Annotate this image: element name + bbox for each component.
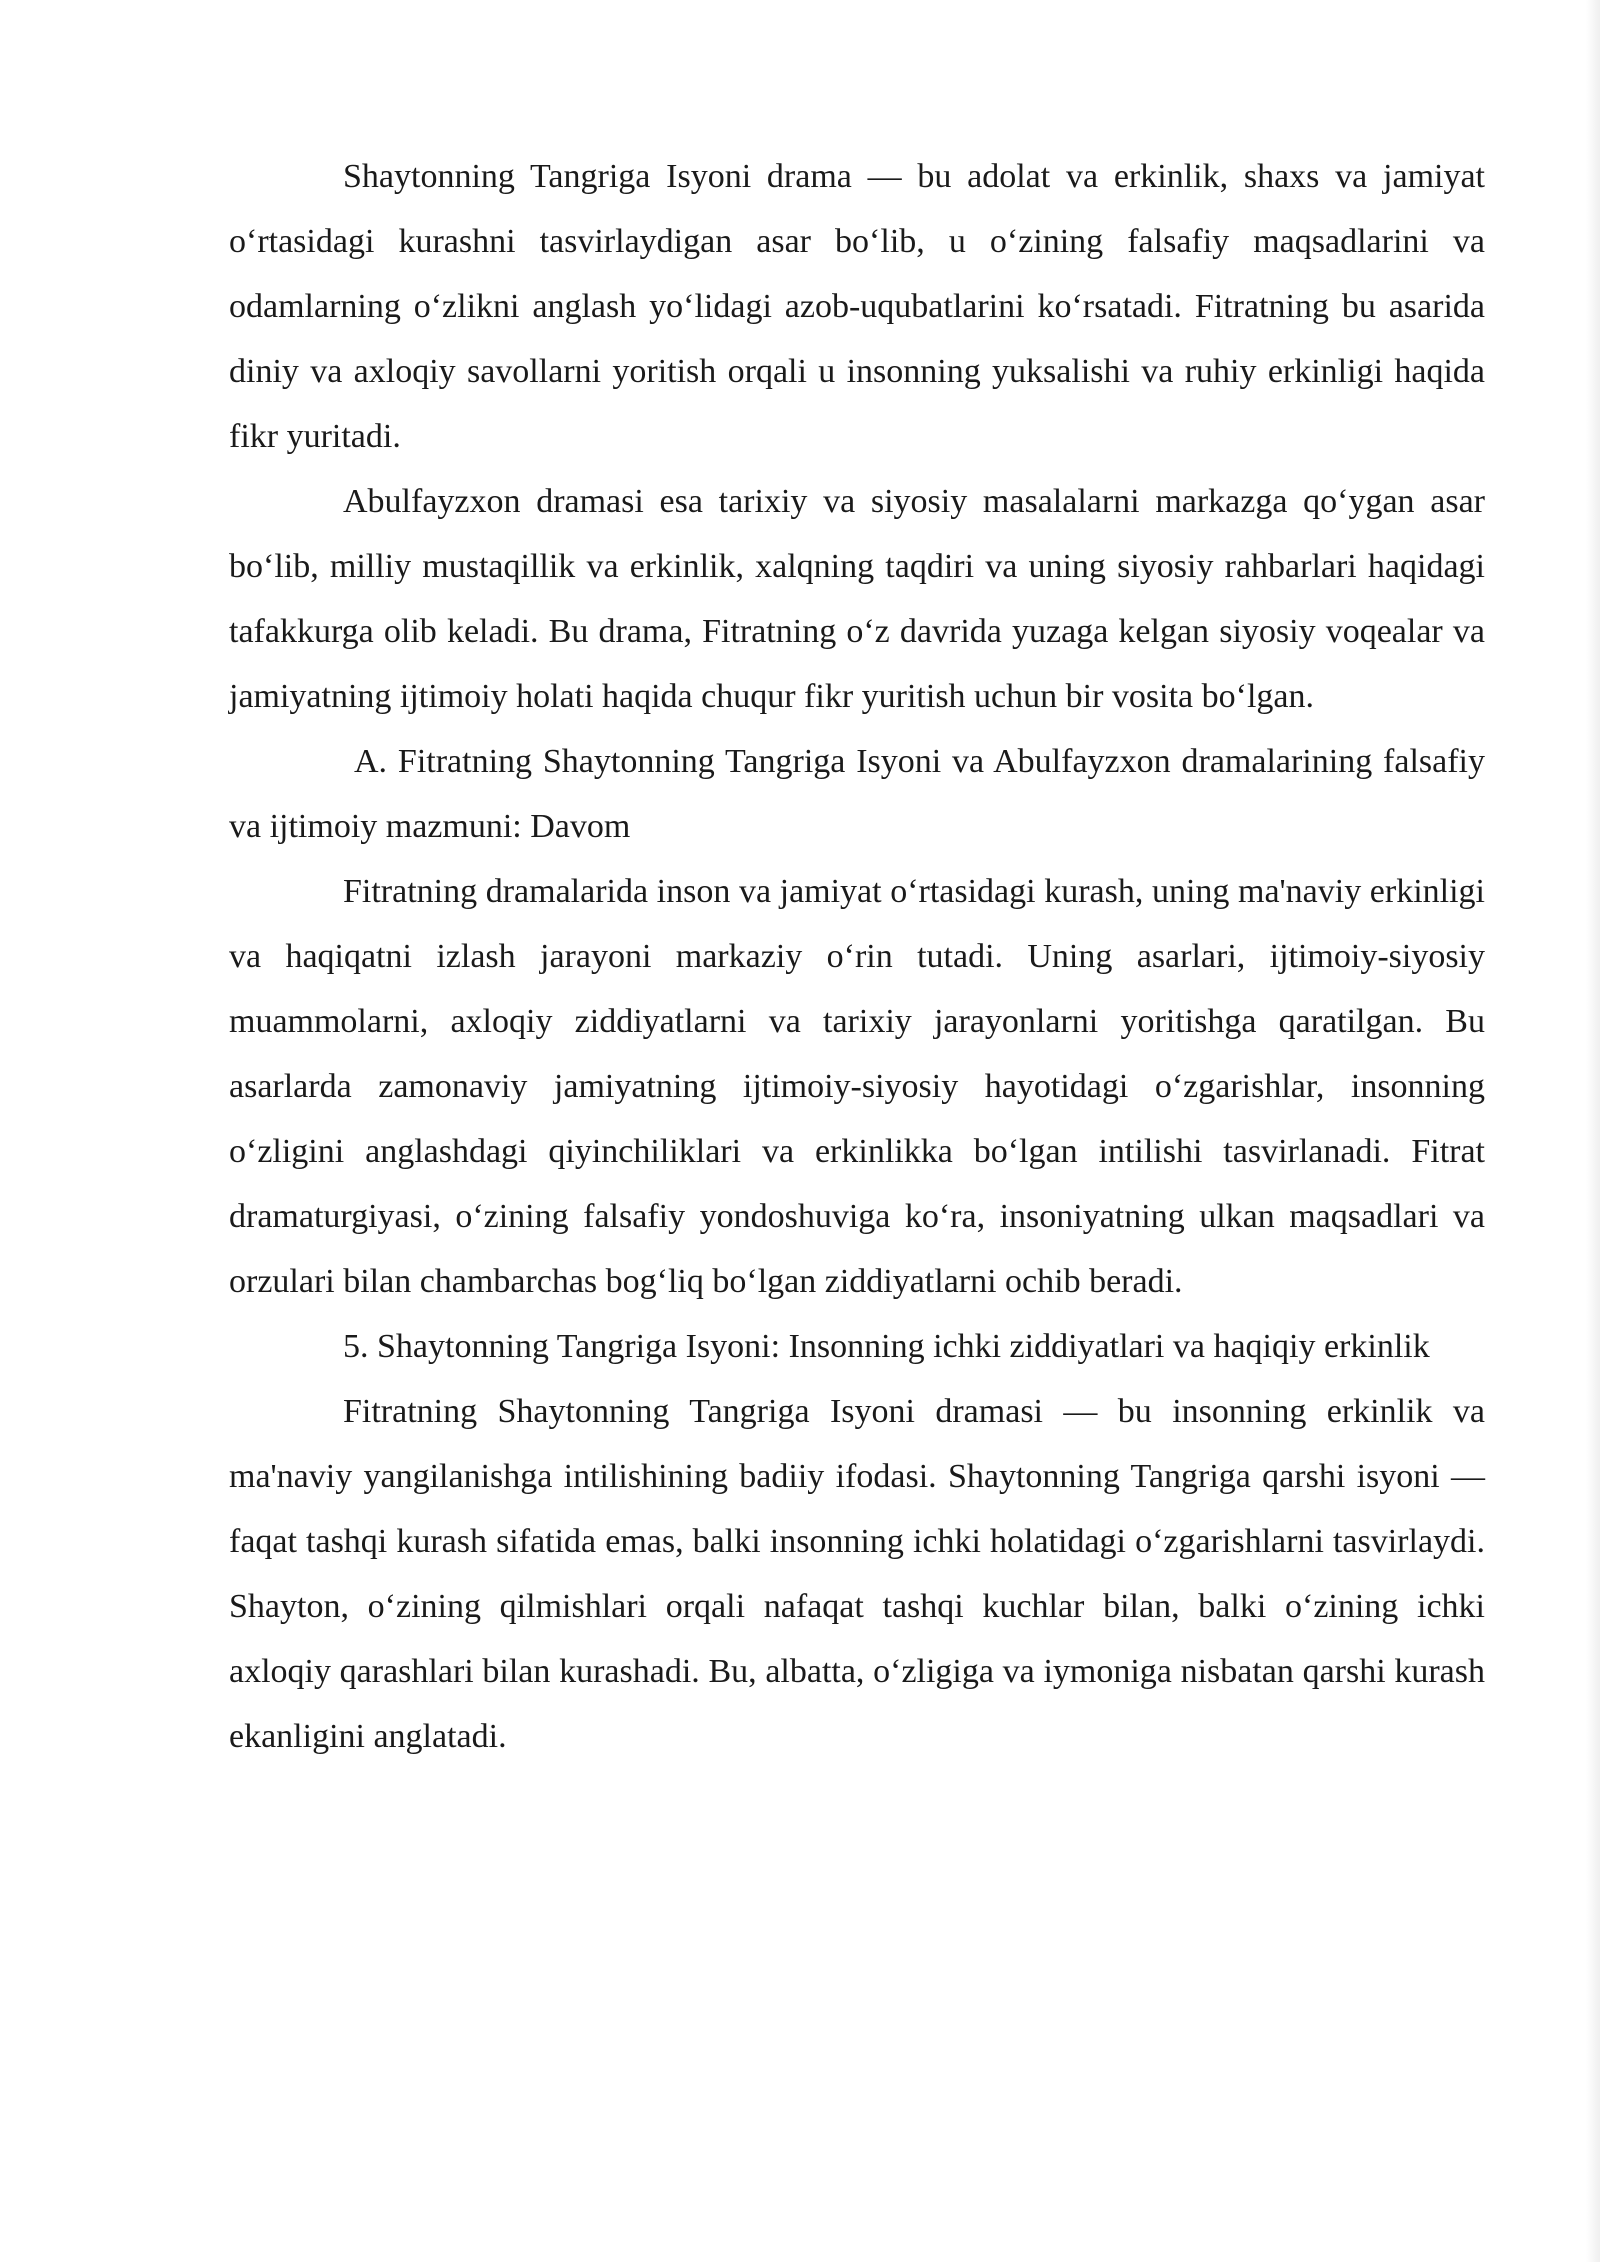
paragraph-fitrat-dramas: Fitratning dramalarida inson va jamiyat o‘rtasidagi kurash, uning ma'naviy erkinligi va haqiqatni izlash jarayoni markaziy o‘rin tutadi. Uning asarlari, ijtimoiy-siyosiy muammolarni, axloqiy ziddiyatlarni va tarixiy jarayonlarni yoritishga qaratilgan. Bu asarlarda zamonaviy jamiyatning ijtimoiy-siyosiy hayotidagi o‘zgarishlar, insonning o‘zligini anglashdagi qiyinchiliklari va erkinlikka bo‘lgan intilishi tasvirlanadi. Fitrat dramaturgiyasi, o‘zining falsafiy yondoshuviga ko‘ra, insoniyatning ulkan maqsadlari va orzulari bilan chambarchas bog‘liq bo‘lgan ziddiyatlarni ochib beradi. — [229, 873, 1485, 1300]
paragraph-shayton-rebellion: Fitratning Shaytonning Tangriga Isyoni dramasi — bu insonning erkinlik va ma'naviy yangilanishga intilishining badiiy ifodasi. Shaytonning Tangriga qarshi isyoni — faqat tashqi kurash sifatida emas, balki insonning ichki holatidagi o‘zgarishlarni tasvirlaydi. Shayton, o‘zining qilmishlari orqali nafaqat tashqi kuchlar bilan, balki o‘zining ichki axloqiy qarashlari bilan kurashadi. Bu, albatta, o‘zligiga va iymoniga nisbatan qarshi kurash ekanligini anglatadi. — [229, 1393, 1485, 1755]
paragraph-abulfayzxon: Abulfayzxon dramasi esa tarixiy va siyosiy masalalarni markazga qo‘ygan asar bo‘lib, milliy mustaqillik va erkinlik, xalqning taqdiri va uning siyosiy rahbarlari haqidagi tafakkurga olib keladi. Bu drama, Fitratning o‘z davrida yuzaga kelgan siyosiy voqealar va jamiyatning ijtimoiy holati haqida chuqur fikr yuritish uchun bir vosita bo‘lgan. — [229, 483, 1485, 715]
section-heading-a: A. Fitratning Shaytonning Tangriga Isyoni va Abulfayzxon dramalarining falsafiy va ijtimoiy mazmuni: Davom — [229, 743, 1485, 845]
section-heading-5: 5. Shaytonning Tangriga Isyoni: Insonning ichki ziddiyatlari va haqiqiy erkinlik — [343, 1328, 1430, 1365]
document-body — [229, 144, 1485, 1769]
page-edge-shadow — [1586, 0, 1600, 2262]
paragraph-intro-shayton: Shaytonning Tangriga Isyoni drama — bu adolat va erkinlik, shaxs va jamiyat o‘rtasidagi kurashni tasvirlaydigan asar bo‘lib, u o‘zining falsafiy maqsadlarini va odamlarning o‘zlikni anglash yo‘lidagi azob-uqubatlarini ko‘rsatadi. Fitratning bu asarida diniy va axloqiy savollarni yoritish orqali u insonning yuksalishi va ruhiy erkinligi haqida fikr yuritadi. — [229, 158, 1485, 455]
